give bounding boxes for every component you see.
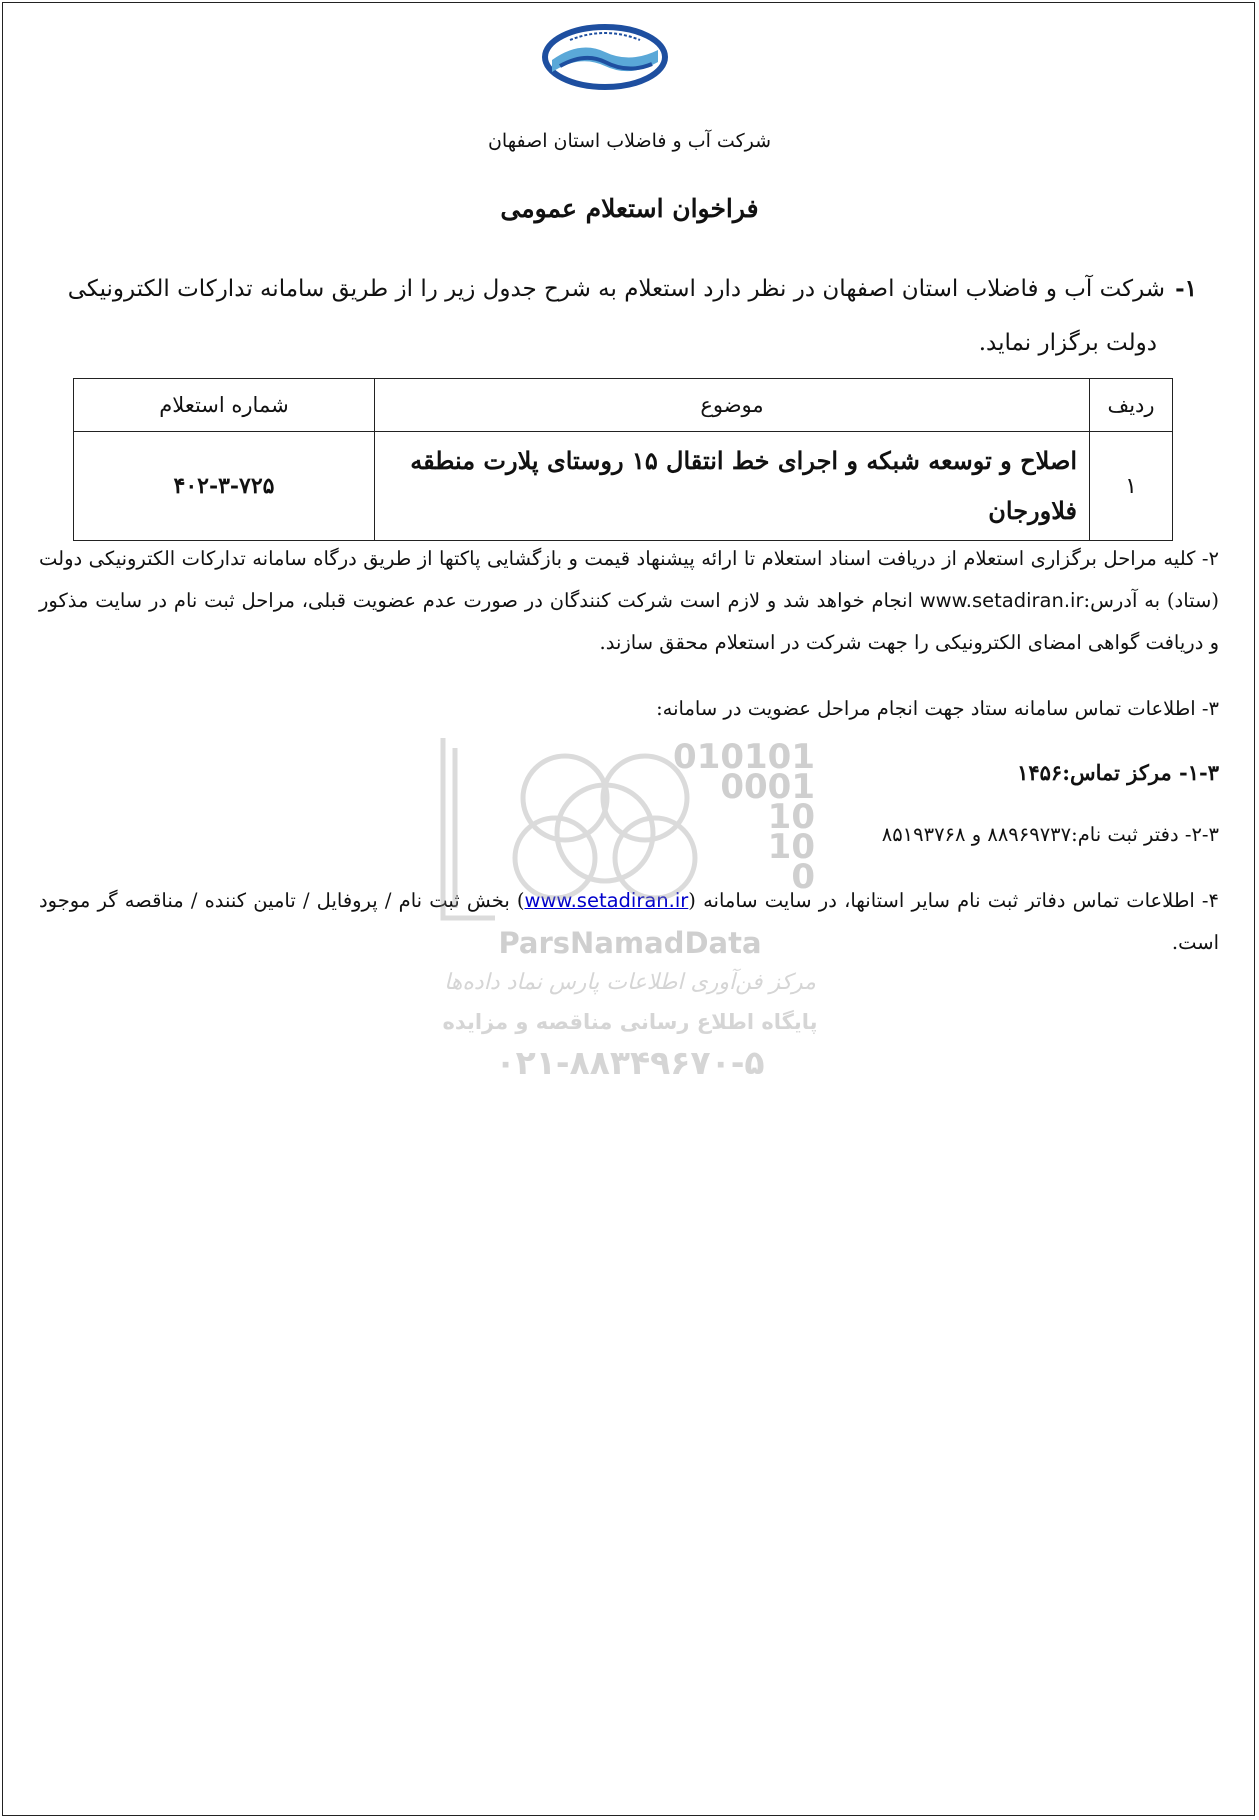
binary-line: 0001: [720, 767, 815, 807]
setad-link[interactable]: www.setadiran.ir: [524, 889, 689, 912]
header-subject: موضوع: [375, 379, 1090, 432]
section-2-text-b: انجام خواهد شد و لازم است شرکت کنندگان در صورت عدم عضویت قبلی، مراحل ثبت نام در سایت مذکور و دریافت گواهی امضای الکترونیکی را جهت شرکت در استعلام محقق سازند.: [39, 589, 1219, 654]
organization-name: شرکت آب و فاضلاب استان اصفهان: [487, 130, 772, 152]
binary-line: 10: [767, 827, 815, 867]
page-title: فراخوان استعلام عمومی: [500, 194, 759, 223]
binary-line: 0: [791, 857, 815, 897]
header-radif: ردیف: [1090, 379, 1173, 432]
section-2-paragraph: [39, 538, 1219, 664]
section-1-line-1: شرکت آب و فاضلاب استان اصفهان در نظر دارد استعلام به شرح جدول زیر را از طریق سامانه تدارکات الکترونیکی: [67, 276, 1166, 302]
section-4-text-b: ) بخش ثبت نام / پروفایل / تامین کننده / مناقصه گر موجود است.: [39, 889, 1219, 954]
section-4-paragraph: [39, 880, 1219, 964]
section-4-text-a: ۴- اطلاعات تماس دفاتر ثبت نام سایر استانها، در سایت سامانه (: [688, 889, 1219, 912]
watermark-phone: ۰۲۱-۸۸۳۴۹۶۷۰-۵: [495, 1043, 765, 1082]
call-center-item: ۱-۳- مرکز تماس:۱۴۵۶: [1017, 760, 1219, 785]
watermark-brand: ParsNamadData: [498, 926, 762, 960]
row-inquiry-number: ۴۰۲-۳-۷۲۵: [74, 432, 375, 541]
table-header-row: [74, 379, 1173, 432]
header-inquiry-number: شماره استعلام: [74, 379, 375, 432]
section-2-text-a: ۲- کلیه مراحل برگزاری استعلام از دریافت اسناد استعلام تا ارائه پیشنهاد قیمت و بازگشایی پاکتها از طریق درگاه سامانه تدارکات الکترونیکی دولت (ستاد) به آدرس:: [39, 547, 1219, 612]
watermark-line-1: مرکز فن‌آوری اطلاعات پارس نماد داده‌ها: [444, 970, 816, 995]
inquiry-table: [73, 378, 1173, 541]
water-company-logo: [540, 22, 670, 92]
table-row: [74, 432, 1173, 541]
section-1-paragraph: [37, 262, 1197, 370]
binary-line: 10: [767, 797, 815, 837]
setad-url-text: www.setadiran.ir: [919, 589, 1084, 612]
section-1-line-2: دولت برگزار نماید.: [978, 330, 1157, 356]
watermark-line-2: پایگاه اطلاع رسانی مناقصه و مزایده: [442, 1010, 818, 1034]
binary-line: 010101: [673, 737, 815, 777]
section-3-paragraph: ۳- اطلاعات تماس سامانه ستاد جهت انجام مراحل عضویت در سامانه:: [656, 697, 1219, 720]
section-1-number: ۱-: [1175, 275, 1197, 302]
registration-office-item: ۲-۳- دفتر ثبت نام:۸۸۹۶۹۷۳۷ و ۸۵۱۹۳۷۶۸: [881, 823, 1219, 846]
row-radif: ۱: [1090, 432, 1173, 541]
row-subject: اصلاح و توسعه شبکه و اجرای خط انتقال ۱۵ روستای پلارت منطقه فلاورجان: [375, 432, 1090, 541]
